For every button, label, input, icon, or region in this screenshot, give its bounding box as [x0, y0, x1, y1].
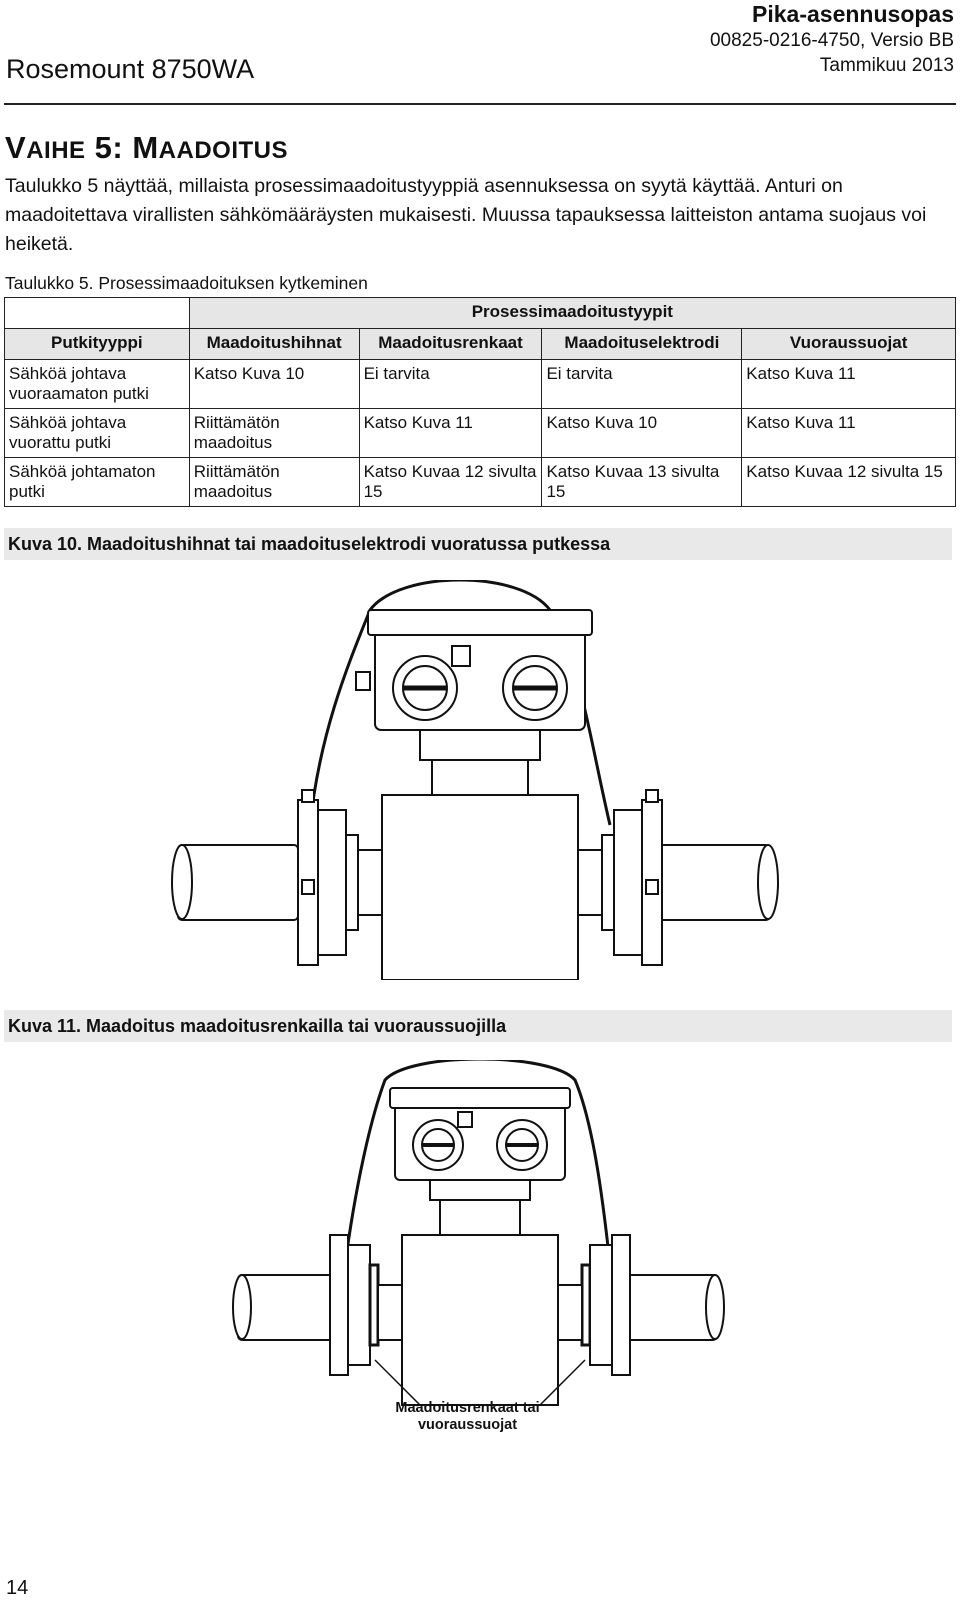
doc-number: 00825-0216-4750, Versio BB: [709, 30, 954, 51]
figure-10-flowmeter-illustration: [170, 580, 790, 980]
table-row: [5, 360, 956, 409]
table-cell: Katso Kuva 10: [189, 360, 359, 409]
section-title: VAIHE 5: MAADOITUS: [5, 130, 288, 165]
table-cell: Riittämätön maadoitus: [189, 409, 359, 458]
table-cell: Sähköä johtava vuorattu putki: [5, 409, 190, 458]
table-header-row: [5, 329, 956, 360]
table-cell: Katso Kuva 11: [359, 409, 542, 458]
table-row: [5, 458, 956, 507]
doc-type: Pika-asennusopas: [752, 1, 954, 27]
header-divider: [4, 103, 956, 105]
table-row: [5, 409, 956, 458]
column-header: Maadoitushihnat: [189, 329, 359, 360]
figure-11-callout: Maadoitusrenkaat tai vuoraussuojat: [395, 1400, 540, 1433]
column-header: Maadoitusrenkaat: [359, 329, 542, 360]
table-cell: Katso Kuvaa 12 sivulta 15: [742, 458, 956, 507]
doc-date: Tammikuu 2013: [819, 55, 954, 76]
table-cell: Ei tarvita: [359, 360, 542, 409]
doc-info: [710, 0, 954, 78]
product-name: Rosemount 8750WA: [6, 54, 255, 84]
page-number: 14: [6, 1577, 29, 1599]
table-cell: Sähköä johtava vuoraamaton putki: [5, 360, 190, 409]
table-cell: Katso Kuvaa 12 sivulta 15: [359, 458, 542, 507]
column-header: Vuoraussuojat: [742, 329, 956, 360]
table-cell: Katso Kuvaa 13 sivulta 15: [542, 458, 742, 507]
table-cell: Katso Kuva 10: [542, 409, 742, 458]
table-caption: Taulukko 5. Prosessimaadoituksen kytkeminen: [5, 273, 368, 293]
table-cell: Sähköä johtamaton putki: [5, 458, 190, 507]
table-cell: Ei tarvita: [542, 360, 742, 409]
table-cell: Katso Kuva 11: [742, 360, 956, 409]
table-group-header: Prosessimaadoitustyypit: [189, 298, 955, 329]
figure-11-caption: Kuva 11. Maadoitus maadoitusrenkailla tai vuoraussuojilla: [4, 1010, 952, 1042]
intro-paragraph: Taulukko 5 näyttää, millaista prosessimaadoitustyyppiä asennuksessa on syytä käyttää. Anturi on maadoitettava virallisten sähkömääräysten mukaisesti. Muussa tapauksessa laitteiston antama suojaus voi heiketä.: [5, 175, 927, 255]
grounding-table: [4, 297, 956, 507]
column-header: Putkityyppi: [5, 329, 190, 360]
figure-10-caption: Kuva 10. Maadoitushihnat tai maadoituselektrodi vuoratussa putkessa: [4, 528, 952, 560]
table-cell: Riittämätön maadoitus: [189, 458, 359, 507]
column-header: Maadoituselektrodi: [542, 329, 742, 360]
table-cell: Katso Kuva 11: [742, 409, 956, 458]
table-group-header-row: [5, 298, 956, 329]
